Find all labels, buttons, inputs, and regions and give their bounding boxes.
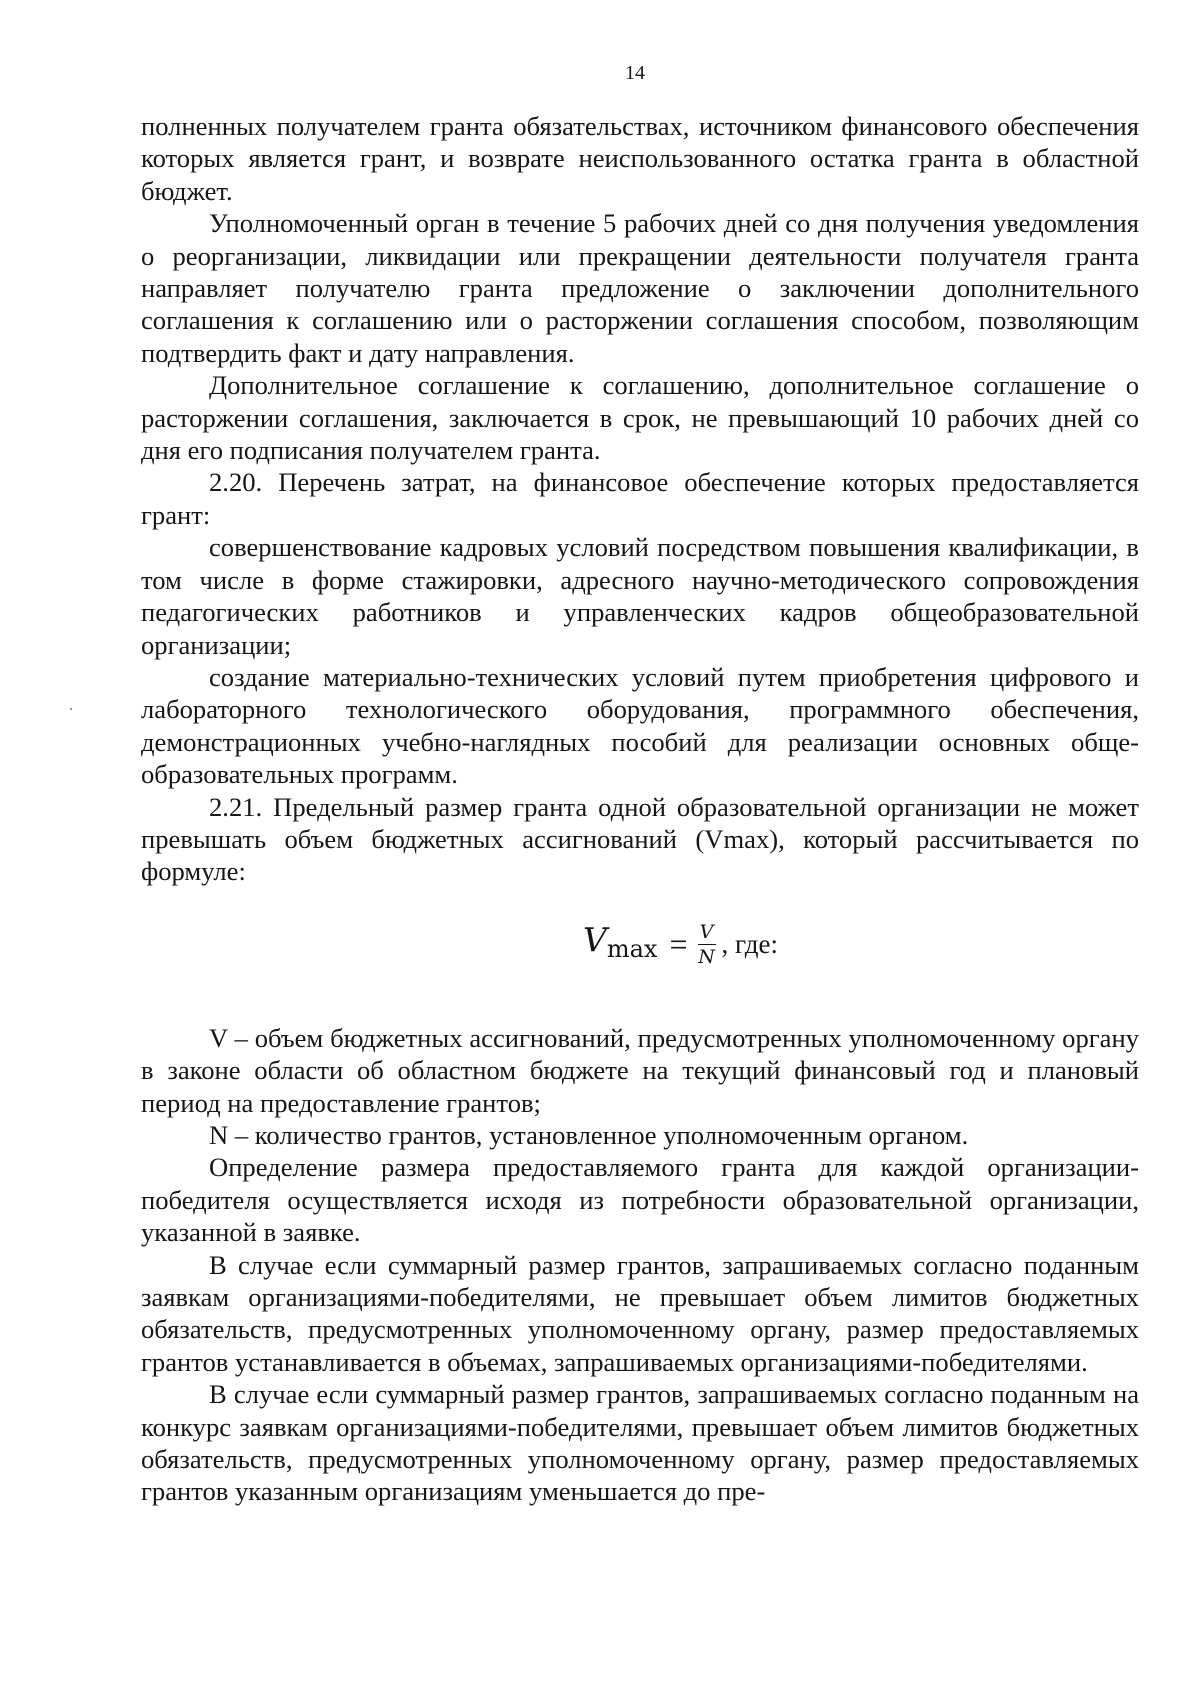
formula-fraction: [698, 922, 716, 967]
paragraph: 2.21. Предельный размер гранта одной образовательной организации не может превышать объем бюджетных ассигнований (Vmax), который рассчитывается по формуле:: [141, 791, 1139, 887]
formula-lhs: $V_{max}$: [583, 919, 658, 963]
paragraphs-after-formula: [141, 1022, 1139, 1508]
fraction-bar: [698, 944, 716, 945]
paragraphs-before-formula: [141, 110, 1139, 888]
paragraph: В случае если суммарный размер грантов, запрашиваемых согласно поданным заявкам организациями-победителями, не превышает объем лимитов бюджетных обязательств, предусмотренных уполномоченному органу, размер предоставляемых грантов устанавливается в объемах, запрашиваемых организациями-победителями.: [141, 1249, 1139, 1377]
paragraph: Определение размера предоставляемого гранта для каждой организации-победителя осуществляется исходя из потребности образовательной организации, указанной в заявке.: [141, 1152, 1139, 1248]
document-body: [141, 110, 1139, 1508]
scan-speck: [70, 708, 72, 710]
paragraph: совершенствование кадровых условий посредством повышения квалификации, в том числе в форме стажировки, адресного научно-методического сопровождения педагогических работников и управленческих кадров общеобразовательной организации;: [141, 532, 1139, 660]
paragraph: полненных получателем гранта обязательствах, источником финансового обеспечения которых является грант, и возврате неиспользованного остатка гранта в областной бюджет.: [141, 111, 1139, 206]
page-number: 14: [625, 62, 645, 84]
formula-lhs-subscript: max: [606, 934, 658, 963]
paragraph: 2.20. Перечень затрат, на финансовое обеспечение которых предоставляется грант:: [141, 467, 1139, 530]
paragraph: В случае если суммарный размер грантов, запрашиваемых согласно поданным на конкурс заявкам организациями-победителями, превышает объем лимитов бюджетных обязательств, предусмотренных уполномоченному органу, размер предоставляемых грантов указанным организациям уменьшается до пре-: [141, 1379, 1139, 1507]
paragraph: V – объем бюджетных ассигнований, предусмотренных уполномоченному органу в законе области об областном бюджете на текущий финансовый год и плановый период на предоставление грантов;: [141, 1022, 1139, 1118]
paragraph: создание материально-технических условий путем приобретения цифрового и лабораторного технологического оборудования, программного обеспечения, демонстрационных учебно-наглядных пособий для реализации основных общеобразовательных программ.: [141, 661, 1139, 790]
vmax-formula: [583, 919, 778, 968]
paragraph: Уполномоченный орган в течение 5 рабочих дней со дня получения уведомления о реорганизации, ликвидации или прекращении деятельности получателя гранта направляет получателю гранта предложение о заключении дополнительного соглашения к соглашению или о расторжении соглашения способом, позволяющим подтвердить факт и дату направления.: [141, 208, 1139, 368]
formula-suffix: , где:: [721, 929, 778, 960]
formula-denominator: N: [698, 945, 715, 968]
paragraph: Дополнительное соглашение к соглашению, дополнительное соглашение о расторжении соглашения, заключается в срок, не превышающий 10 рабочих дней со дня его подписания получателем гранта.: [141, 370, 1139, 466]
formula-numerator: V: [699, 920, 714, 943]
formula-block: [141, 888, 1139, 1022]
paragraph: N – количество грантов, установленное уполномоченным органом.: [209, 1119, 969, 1150]
formula-equals: =: [669, 926, 688, 963]
